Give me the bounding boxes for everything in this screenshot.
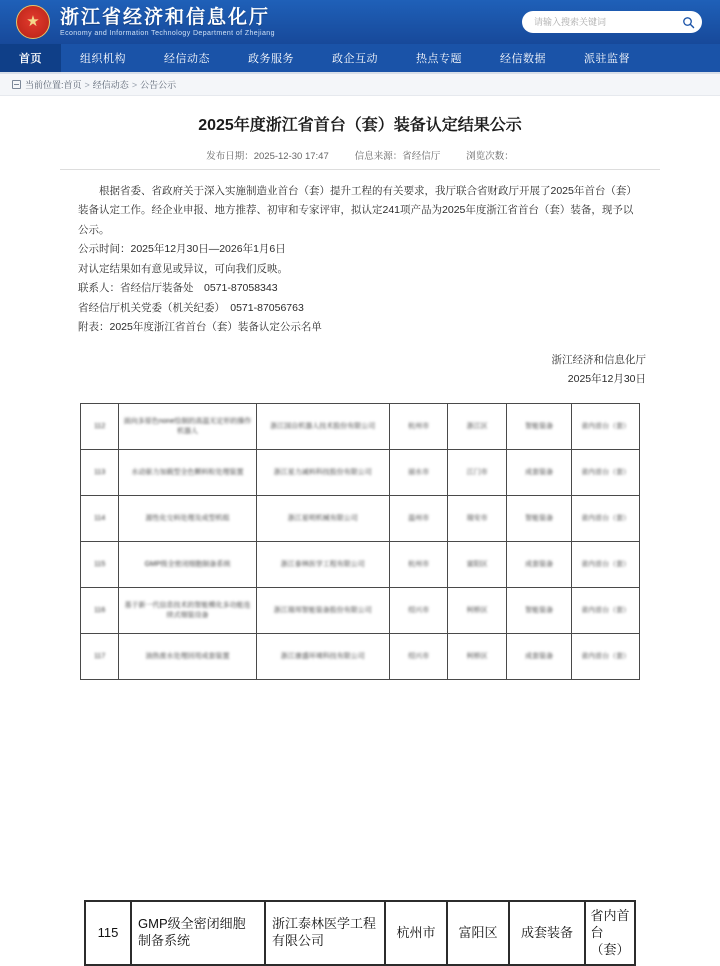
nav-item-interaction[interactable]: 政企互动 [332,53,378,65]
article-meta [70,148,650,169]
meta-source: 信息来源：省经信厅 [354,151,441,162]
cell-district: 柯桥区 [448,588,507,634]
cell-no: 113 [81,450,119,496]
cell-level: 省内首台（套） [572,634,640,680]
cell-no: 112 [81,404,119,450]
cell-type: 成套装备 [506,450,571,496]
highlight-cell-name: GMP级全密闭细胞制备系统 [132,902,266,964]
signature-date: 2025年12月30日 [567,373,646,386]
table-row [81,496,640,542]
signature-org: 浙江经济和信息化厅 [551,354,646,367]
cell-corp: 浙江泰林医学工程有限公司 [256,542,389,588]
cell-corp: 浙江星力减料科技股份有限公司 [256,450,389,496]
table-row [81,588,640,634]
nav-item-services[interactable]: 政务服务 [248,53,294,65]
cell-name: 面向多原色none绘制的高温无定形的操作机器人 [119,404,256,450]
highlight-cell-no: 115 [86,902,132,964]
article-paragraph-4: 联系人：省经信厅装备处 0571-87058343 [78,282,278,295]
site-title-block [60,7,275,38]
cell-type: 智能装备 [506,404,571,450]
article [0,96,720,389]
meta-divider [60,169,660,170]
article-paragraph-1: 根据省委、省政府关于深入实施制造业首台（套）提升工程的有关要求，我厅联合省财政厅开展了2025年首台（套）装备认定工作。经企业申报、地方推荐、初审和专家评审，拟认定241项产品为2025年度浙江省首台（套）装备，现予以公示。 [78,185,637,236]
cell-name: 水动驱力加载型全色颗料粒处理装置 [119,450,256,496]
article-signature [70,351,650,389]
article-paragraph-5: 省经信厅机关党委（机关纪委） 0571-87056763 [78,301,304,314]
meta-views: 浏览次数： [466,151,514,162]
nav-item-data[interactable]: 经信数据 [500,53,546,65]
article-paragraph-6: 附表：2025年度浙江省首台（套）装备认定公示名单 [78,320,322,333]
cell-name: 源性化交料处理及成型机组 [119,496,256,542]
breadcrumb-separator-1: > [84,79,90,90]
nav-item-organization[interactable]: 组织机构 [80,53,126,65]
cell-corp: 浙江星明机械有限公司 [256,496,389,542]
breadcrumb-separator-2: > [131,79,138,90]
site-header [0,0,720,44]
nav-item-news[interactable]: 经信动态 [164,53,210,65]
nav-item-home[interactable]: 首页 [0,44,61,72]
breadcrumb-item-news[interactable]: 经信动态 [92,80,129,90]
cell-district: 江门市 [448,450,507,496]
highlight-cell-level: 省内首台（套） [590,907,630,957]
page-title: 2025年度浙江省首台（套）装备认定结果公示 [198,117,522,134]
cell-name: 油热废水处理回用成套装置 [119,634,256,680]
breadcrumb-item-notice[interactable]: 公告公示 [140,80,177,90]
attachment-table-area [0,403,720,957]
attachment-table [80,403,640,680]
meta-publish-date: 发布日期：2025-12-30 17:47 [206,151,329,162]
highlight-cell-type: 成套装备 [510,902,586,964]
cell-district: 瑞安市 [448,496,507,542]
cell-corp: 浙江国自机器人技术股份有限公司 [256,404,389,450]
home-icon [12,80,21,89]
cell-type: 成套装备 [506,542,571,588]
breadcrumb-item-home[interactable]: 首页 [63,80,82,90]
breadcrumb [0,74,720,96]
table-row-highlighted-source [81,542,640,588]
table-row [81,404,640,450]
site-title-cn: 浙江省经济和信息化厅 [60,6,271,28]
cell-city: 丽水市 [389,450,448,496]
cell-district: 浙江区 [448,404,507,450]
nav-item-supervision[interactable]: 派驻监督 [584,53,630,65]
cell-district: 富阳区 [448,542,507,588]
highlight-cell-district: 富阳区 [448,902,510,964]
cell-city: 绍兴市 [389,588,448,634]
cell-corp: 浙江瑞邦智能装备股份有限公司 [256,588,389,634]
cell-city: 杭州市 [389,404,448,450]
cell-type: 智能装备 [506,588,571,634]
cell-city: 绍兴市 [389,634,448,680]
table-row [81,450,640,496]
article-body [70,182,650,337]
search-box[interactable] [522,11,702,33]
article-paragraph-3: 对认定结果如有意见或异议，可向我们反映。 [78,262,288,275]
cell-name: 基于新一代信息技术的智能模化多功能连续式烟装设备 [119,588,256,634]
site-title-en: Economy and Information Technology Department of Zhejiang [60,30,275,38]
cell-level: 省内首台（套） [572,542,640,588]
cell-type: 智能装备 [506,496,571,542]
cell-level: 省内首台（套） [572,588,640,634]
nav-item-topics[interactable]: 热点专题 [416,53,462,65]
highlighted-row-callout [84,900,636,966]
cell-city: 杭州市 [389,542,448,588]
national-emblem-icon [16,5,50,39]
cell-no: 117 [81,634,119,680]
search-icon[interactable] [680,14,696,30]
cell-corp: 浙江康盛环境科技有限公司 [256,634,389,680]
cell-level: 省内首台（套） [572,404,640,450]
table-row [81,634,640,680]
cell-no: 114 [81,496,119,542]
cell-name: GMP级全密闭细胞制备系统 [119,542,256,588]
cell-type: 成套装备 [506,634,571,680]
cell-district: 柯桥区 [448,634,507,680]
article-paragraph-2: 公示时间：2025年12月30日—2026年1月6日 [78,243,286,256]
cell-no: 115 [81,542,119,588]
highlight-cell-city: 杭州市 [386,902,448,964]
cell-level: 省内首台（套） [572,450,640,496]
cell-no: 116 [81,588,119,634]
cell-level: 省内首台（套） [572,496,640,542]
bottom-fade [0,693,720,703]
highlight-cell-corp: 浙江泰林医学工程有限公司 [266,902,386,964]
search-input[interactable] [532,16,680,28]
main-nav [0,44,720,74]
cell-city: 温州市 [389,496,448,542]
breadcrumb-prefix: 当前位置: [25,80,64,90]
